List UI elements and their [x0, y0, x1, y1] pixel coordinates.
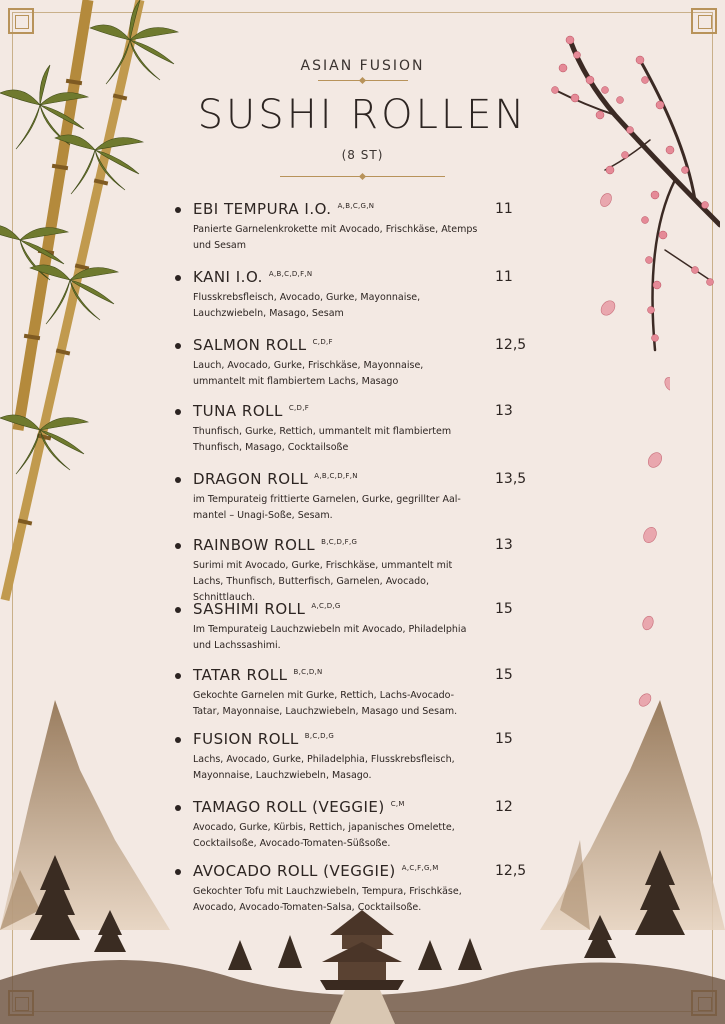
item-price: 11: [495, 201, 513, 217]
item-allergens: C,M: [390, 800, 405, 808]
item-description: Surimi mit Avocado, Gurke, Frischkäse, ummantelt mit Lachs, Thunfisch, Butterfisch, Garnelen, Avocado, Schnittlauch.: [193, 560, 453, 603]
item-allergens: A,C,D,G: [311, 602, 341, 610]
bullet-icon: [175, 409, 181, 415]
mountain-landscape-illustration: [0, 680, 725, 1024]
bullet-icon: [175, 543, 181, 549]
item-name: EBI TEMPURA I.O. $^{A,B,C,G,N}$: [193, 200, 375, 218]
item-name: FUSION ROLL $^{B,C,D,G}$: [193, 730, 335, 748]
item-price: 15: [495, 667, 513, 683]
bullet-icon: [175, 607, 181, 613]
bullet-icon: [175, 805, 181, 811]
item-description: im Tempurateig frittierte Garnelen, Gurke, gegrillter Aal-mantel – Unagi-Soße, Sesam.: [193, 494, 461, 521]
bullet-icon: [175, 343, 181, 349]
item-price: 12: [495, 799, 513, 815]
item-name: AVOCADO ROLL (VEGGIE) $^{A,C,F,G,M}$: [193, 862, 439, 880]
item-description: Lauch, Avocado, Gurke, Frischkäse, Mayonnaise, ummantelt mit flambiertem Lachs, Masago: [193, 360, 424, 387]
item-name: TAMAGO ROLL (VEGGIE) $^{C,M}$: [193, 798, 405, 816]
item-price: 13: [495, 403, 513, 419]
bullet-icon: [175, 737, 181, 743]
item-description: Lachs, Avocado, Gurke, Philadelphia, Flusskrebsfleisch, Mayonnaise, Lauchzwiebeln, Masago.: [193, 754, 455, 781]
bullet-icon: [175, 275, 181, 281]
menu-category-label: ASIAN FUSION: [300, 58, 425, 74]
bullet-icon: [175, 207, 181, 213]
bullet-icon: [175, 673, 181, 679]
item-name: KANI I.O. $^{A,B,C,D,F,N}$: [193, 268, 313, 286]
petal-decoration: [590, 180, 670, 720]
item-allergens: A,B,C,D,F,N: [314, 472, 358, 480]
item-allergens: B,C,D,G: [304, 732, 335, 740]
item-description: Im Tempurateig Lauchzwiebeln mit Avocado, Philadelphia und Lachssashimi.: [193, 624, 467, 651]
item-name: TUNA ROLL $^{C,D,F}$: [193, 402, 310, 420]
item-price: 11: [495, 269, 513, 285]
page-title: SUSHI ROLLEN: [197, 92, 528, 138]
item-allergens: A,C,F,G,M: [401, 864, 439, 872]
item-price: 15: [495, 601, 513, 617]
item-description: Gekochte Garnelen mit Gurke, Rettich, Lachs-Avocado-Tatar, Mayonnaise, Lauchzwiebeln, Masago und Sesam.: [193, 690, 458, 717]
item-price: 12,5: [495, 863, 527, 879]
item-allergens: C,D,F: [288, 404, 310, 412]
bullet-icon: [175, 477, 181, 483]
item-name: TATAR ROLL $^{B,C,D,N}$: [193, 666, 323, 684]
item-name: RAINBOW ROLL $^{B,C,D,F,G}$: [193, 536, 358, 554]
item-name: DRAGON ROLL $^{A,B,C,D,F,N}$: [193, 470, 358, 488]
item-allergens: B,C,D,F,G: [321, 538, 358, 546]
item-allergens: B,C,D,N: [293, 668, 323, 676]
item-description: Avocado, Gurke, Kürbis, Rettich, japanisches Omelette, Cocktailsoße, Avocado-Tomaten-Süßsoße.: [193, 822, 455, 849]
item-description: Panierte Garnelenkrokette mit Avocado, Frischkäse, Atemps und Sesam: [193, 224, 478, 251]
item-allergens: A,B,C,D,F,N: [268, 270, 313, 278]
item-price: 12,5: [495, 337, 527, 353]
item-price: 13: [495, 537, 513, 553]
item-name: SASHIMI ROLL $^{A,C,D,G}$: [193, 600, 341, 618]
item-allergens: A,B,C,G,N: [337, 202, 375, 210]
portion-count: (8 ST): [341, 148, 384, 162]
item-price: 15: [495, 731, 513, 747]
item-allergens: C,D,F: [312, 338, 333, 346]
item-price: 13,5: [495, 471, 527, 487]
bullet-icon: [175, 869, 181, 875]
item-description: Flusskrebsfleisch, Avocado, Gurke, Mayonnaise, Lauchzwiebeln, Masago, Sesam: [193, 292, 421, 319]
item-name: SALMON ROLL $^{C,D,F}$: [193, 336, 333, 354]
item-description: Thunfisch, Gurke, Rettich, ummantelt mit flambiertem Thunfisch, Masago, Cocktailsoße: [193, 426, 452, 453]
item-description: Gekochter Tofu mit Lauchzwiebeln, Tempura, Frischkäse, Avocado, Avocado-Tomaten-Salsa, Cocktailsoße.: [193, 886, 462, 913]
